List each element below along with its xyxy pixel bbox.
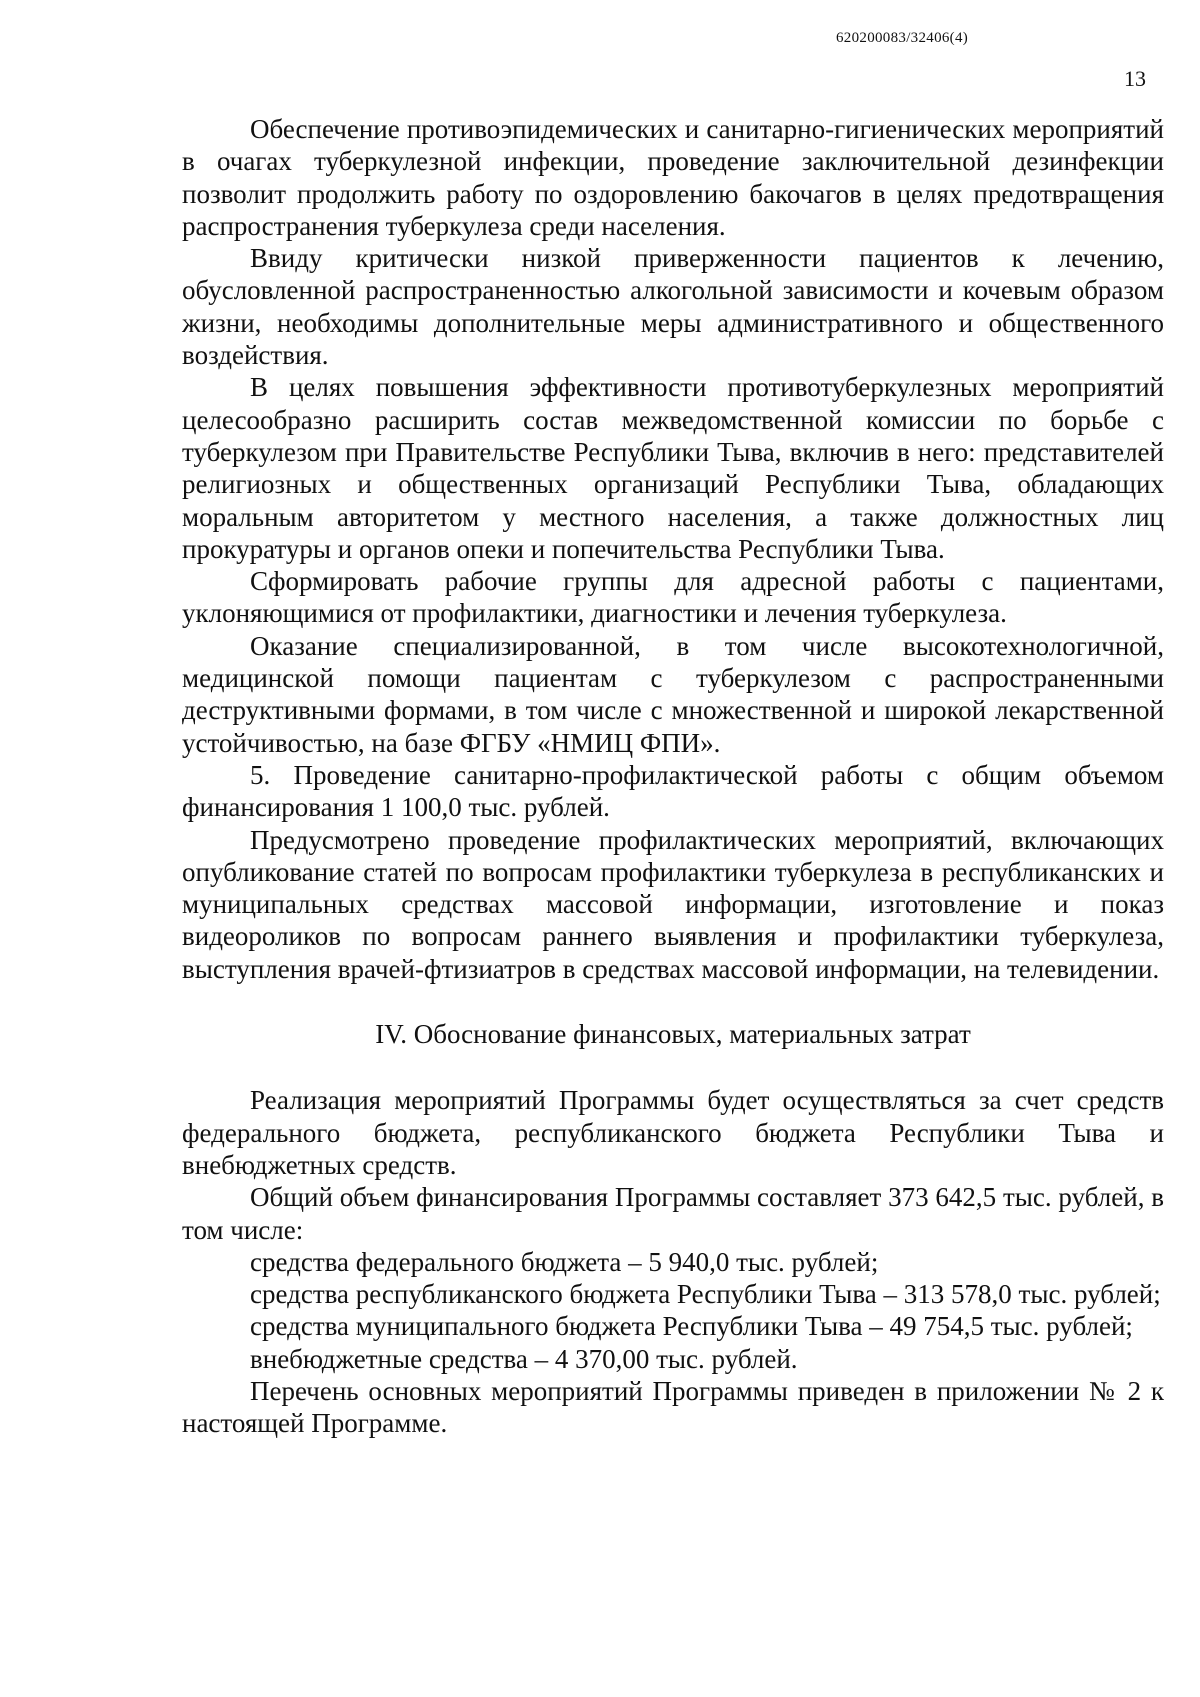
paragraph: Реализация мероприятий Программы будет осуществляться за счет средств федерального бюджета, республиканского бюджета Республики Тыва и внебюджетных средств. [182,1085,1164,1180]
funding-item: средства муниципального бюджета Республики Тыва – 49 754,5 тыс. рублей; [250,1311,1133,1342]
section-heading: IV. Обоснование финансовых, материальных затрат [375,1019,971,1050]
paragraph: Общий объем финансирования Программы составляет 373 642,5 тыс. рублей, в том числе: [182,1182,1164,1245]
paragraph: Сформировать рабочие группы для адресной работы с пациентами, уклоняющимися от профилактики, диагностики и лечения туберкулеза. [182,566,1164,629]
document-body [182,113,1164,1440]
funding-item: средства республиканского бюджета Республики Тыва – 313 578,0 тыс. рублей; [250,1279,1161,1310]
document-code: 620200083/32406(4) [836,30,969,46]
paragraph: В целях повышения эффективности противотуберкулезных мероприятий целесообразно расширить состав межведомственной комиссии по борьбе с туберкулезом при Правительстве Республики Тыва, включив в него: представителей религиозных и общественных организаций Республики Тыва, обладающих моральным авторитетом у местного населения, а также должностных лиц прокуратуры и органов опеки и попечительства Республики Тыва. [182,372,1164,564]
funding-item: внебюджетные средства – 4 370,00 тыс. рублей. [250,1343,798,1374]
paragraph: Оказание специализированной, в том числе высокотехнологичной, медицинской помощи пациентам с туберкулезом с распространенными деструктивными формами, в том числе с множественной и широкой лекарственной устойчивостью, на базе ФГБУ «НМИЦ ФПИ». [182,630,1164,758]
paragraph: Обеспечение противоэпидемических и санитарно-гигиенических мероприятий в очагах туберкулезной инфекции, проведение заключительной дезинфекции позволит продолжить работу по оздоровлению бакочагов в целях предотвращения распространения туберкулеза среди населения. [182,114,1164,241]
page-number: 13 [1124,66,1146,91]
paragraph: Предусмотрено проведение профилактических мероприятий, включающих опубликование статей по вопросам профилактики туберкулеза в республиканских и муниципальных средствах массовой информации, изготовление и показ видеороликов по вопросам раннего выявления и профилактики туберкулеза, выступления врачей-фтизиатров в средствах массовой информации, на телевидении. [182,824,1164,984]
funding-item: средства федерального бюджета – 5 940,0 тыс. рублей; [250,1246,879,1277]
paragraph: 5. Проведение санитарно-профилактической работы с общим объемом финансирования 1 100,0 тыс. рублей. [182,759,1164,823]
paragraph: Ввиду критически низкой приверженности пациентов к лечению, обусловленной распространенностью алкогольной зависимости и кочевым образом жизни, необходимы дополнительные меры административного и общественного воздействия. [182,243,1164,371]
paragraph: Перечень основных мероприятий Программы приведен в приложении № 2 к настоящей Программе. [182,1375,1164,1439]
